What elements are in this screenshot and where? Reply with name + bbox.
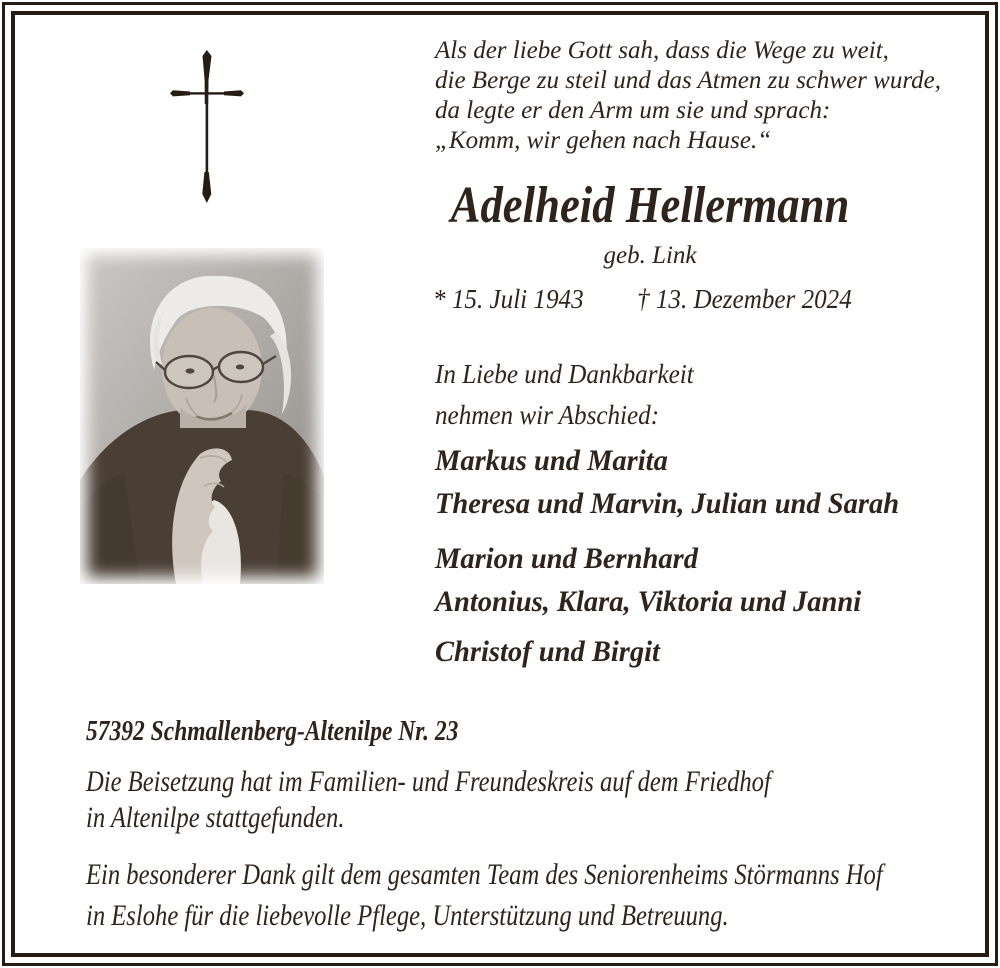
note-line: in Eslohe für die liebevolle Pflege, Unterstützung und Betreuung. xyxy=(86,899,729,932)
verse-line: Als der liebe Gott sah, dass die Wege zu weit, xyxy=(435,37,889,64)
thanks-note xyxy=(86,854,1000,936)
mourner-group-line: Theresa und Marvin, Julian und Sarah xyxy=(435,487,900,520)
family-address: 57392 Schmallenberg-Altenilpe Nr. 23 xyxy=(86,716,459,747)
mourner-group-line: Markus und Marita xyxy=(435,444,668,477)
verse-line: die Berge zu steil und das Atmen zu schwer wurde, xyxy=(435,67,941,94)
verse-line: „Komm, wir gehen nach Hause.“ xyxy=(435,127,772,154)
burial-note xyxy=(86,764,921,836)
death-date: † 13. Dezember 2024 xyxy=(637,284,852,314)
note-line: in Altenilpe stattgefunden. xyxy=(86,801,345,834)
note-line: Die Beisetzung hat im Familien- und Freundeskreis auf dem Friedhof xyxy=(86,765,771,798)
farewell-line: In Liebe und Dankbarkeit xyxy=(435,359,694,389)
mourner-group-line: Marion und Bernhard xyxy=(435,542,698,575)
deceased-name: Adelheid Hellermann xyxy=(450,177,850,234)
mourner-group-line: Christof und Birgit xyxy=(435,635,660,668)
verse-line: da legte er den Arm um sie und sprach: xyxy=(435,97,831,124)
opening-verse xyxy=(435,36,995,156)
mourner-group-line: Antonius, Klara, Viktoria und Janni xyxy=(435,585,862,618)
farewell-intro xyxy=(435,354,713,436)
farewell-line: nehmen wir Abschied: xyxy=(435,400,660,430)
cross-icon xyxy=(166,50,248,205)
birth-date: * 15. Juli 1943 xyxy=(433,284,584,314)
maiden-name: geb. Link xyxy=(603,242,697,269)
note-line: Ein besonderer Dank gilt dem gesamten Team des Seniorenheims Störmanns Hof xyxy=(86,858,883,891)
portrait-photo xyxy=(80,248,324,584)
